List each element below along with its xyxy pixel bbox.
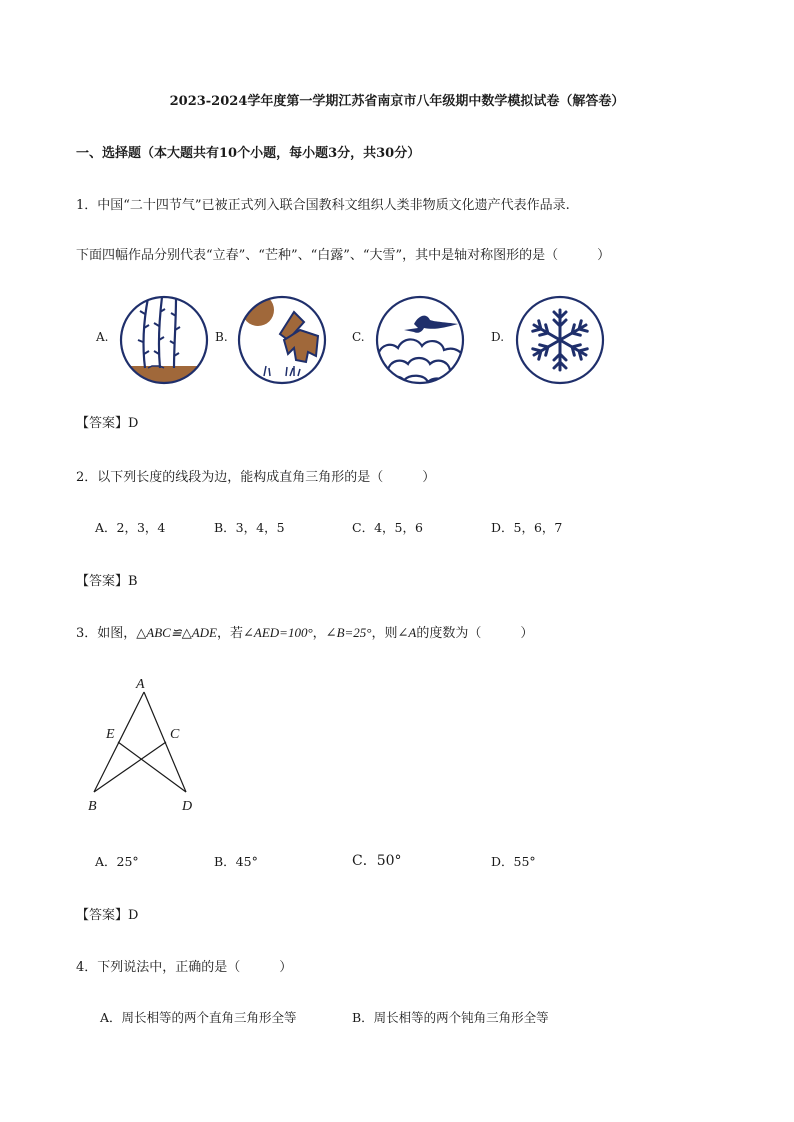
question-1-line-2: 下面四幅作品分别代表“立春”、“芒种”、“白露”、“大雪”，其中是轴对称图形的是（ ）: [76, 248, 611, 263]
point-a-label: A: [136, 677, 145, 692]
daxue-image: [514, 294, 606, 386]
q1-option-d-label: D.: [491, 330, 505, 344]
point-e-label: E: [106, 727, 115, 742]
q3-option-c: C．50°: [352, 853, 402, 869]
angle-aed-expr: ∠AED=100°: [243, 625, 313, 640]
q4-option-a: A．周长相等的两个直角三角形全等: [100, 1010, 297, 1025]
q1-option-b-label: B.: [215, 330, 228, 344]
lichun-image: [118, 294, 210, 386]
question-2: 2．以下列长度的线段为边，能构成直角三角形的是（ ）: [76, 470, 436, 485]
q2-answer: 【答案】B: [76, 574, 138, 589]
bailu-image: [374, 294, 466, 386]
triangle-figure: [80, 672, 220, 822]
point-d-label: D: [182, 799, 193, 814]
q3-answer: 【答案】D: [76, 908, 139, 923]
congruence-expr: △ABC≌△ADE: [136, 625, 217, 640]
angle-b-expr: ∠B=25°: [325, 625, 372, 640]
page-title: 2023-2024学年度第一学期江苏省南京市八年级期中数学模拟试卷（解答卷）: [169, 94, 625, 109]
q4-option-b: B．周长相等的两个钝角三角形全等: [352, 1010, 549, 1025]
q3-option-d: D．55°: [491, 854, 536, 869]
question-3: 3．如图，△ABC≌△ADE，若∠AED=100°，∠B=25°，则∠A的度数为（ ）: [76, 625, 534, 641]
q1-answer: 【答案】D: [76, 416, 139, 431]
question-1-line-1: 1．中国“二十四节气”已被正式列入联合国教科文组织人类非物质文化遗产代表作品录.: [76, 198, 570, 213]
angle-a-expr: ∠A: [397, 625, 417, 640]
question-4: 4．下列说法中，正确的是（ ）: [76, 960, 293, 975]
point-b-label: B: [88, 799, 97, 814]
q2-option-b: B．3，4，5: [214, 520, 285, 535]
q1-option-c-label: C.: [352, 330, 365, 344]
q2-option-a: A．2，3，4: [95, 520, 166, 535]
q1-option-a-label: A.: [96, 330, 109, 344]
q3-option-a: A．25°: [95, 854, 139, 869]
point-c-label: C: [170, 727, 180, 742]
q2-option-c: C．4，5，6: [352, 520, 423, 535]
mangzhong-image: [236, 294, 328, 386]
segment-bc: [94, 742, 166, 792]
section-heading: 一、选择题（本大题共有10个小题，每小题3分，共30分）: [76, 146, 421, 161]
q2-option-d: D．5，6，7: [491, 520, 563, 535]
q3-option-b: B．45°: [214, 854, 258, 869]
